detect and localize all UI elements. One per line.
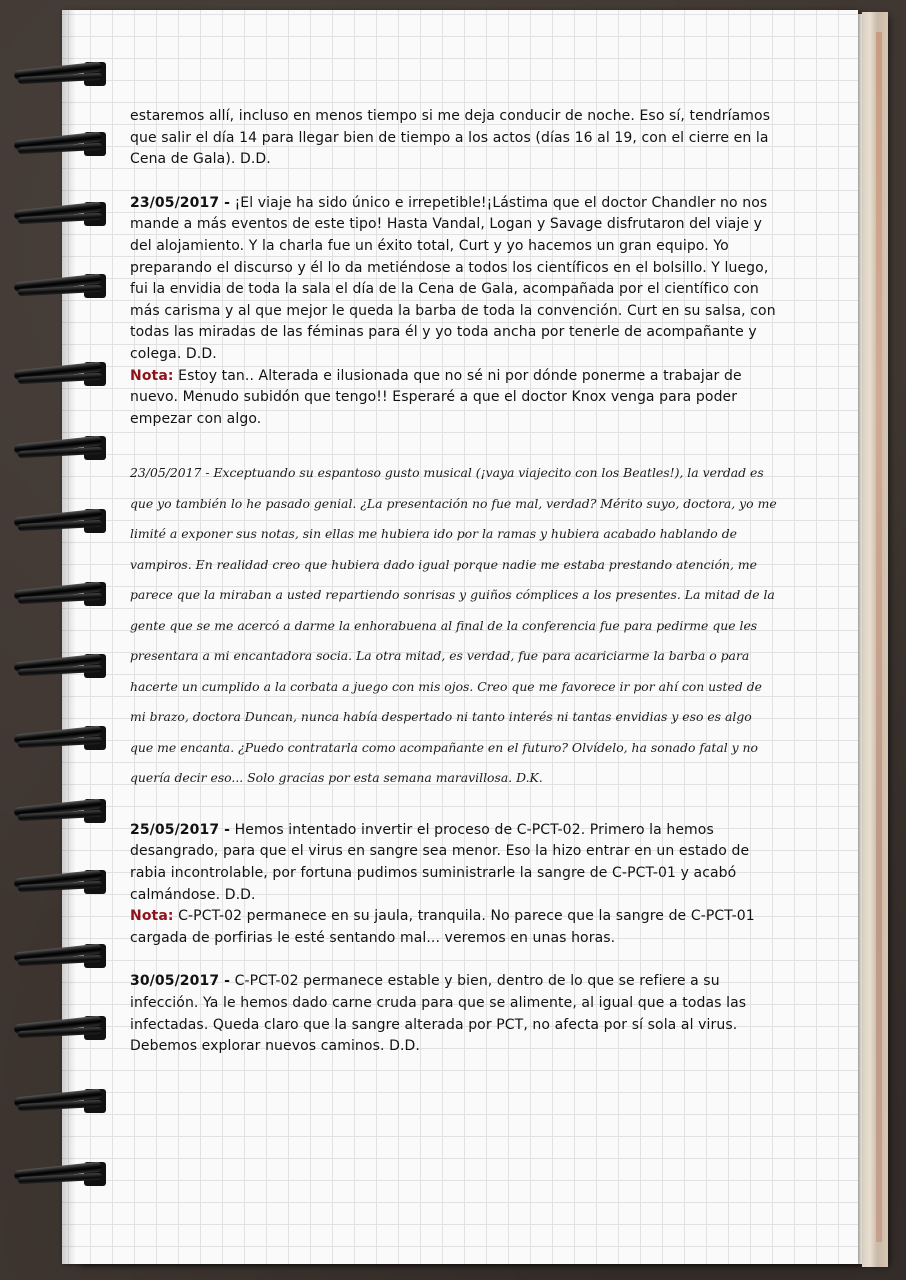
spiral-ring [14,198,104,228]
entry-2017-05-23-dk [130,458,778,794]
entry-text: Hemos intentado invertir el proceso de C-PCT-02. Primero la hemos desangrado, para que el virus en sangre sea menor. Eso la hizo entrar en un estado de rabia incontrolable, por fortuna pudimos suministrarle la sangre de C-PCT-01 y acabó calmándose. D.D. [130,821,750,903]
spiral-ring [14,722,104,752]
entry-2017-05-23-dd [130,193,778,431]
nota-text: Estoy tan.. Alterada e ilusionada que no sé ni por dónde ponerme a trabajar de nuevo. Menudo subidón que tengo!! Esperaré a que el doctor Knox venga para poder empezar con algo. [130,367,742,427]
spiral-ring [14,432,104,462]
entry-date: 30/05/2017 - [130,973,231,990]
page-edge [862,12,888,1267]
entry-text: ¡El viaje ha sido único e irrepetible!¡Lástima que el doctor Chandler no nos mande a más eventos de este tipo! Hasta Vandal, Logan y Savage disfrutaron del viaje y del alojamiento. Y la charla fue un éxito total, Curt y yo hacemos un gran equipo. Yo preparando el discurso y él lo da metiéndose a todos los científicos en el bolsillo. Y luego, fui la envidia de toda la sala el día de la Cena de Gala, acompañada por el científico con más carisma y al que mejor le queda la barba de toda la convención. Curt en su salsa, con todas las miradas de las féminas para él y yo toda ancha por tenerle de acompañante y colega. D.D. [130,194,776,362]
continuation-text: estaremos allí, incluso en menos tiempo si me deja conducir de noche. Eso sí, tendríamos que salir el día 14 para llegar bien de tiempo a los actos (días 16 al 19, con el cierre en la Cena de Gala). D.D. [130,108,771,168]
spiral-ring [14,58,104,88]
spiral-ring [14,940,104,970]
entry-paragraph [130,193,778,366]
spiral-ring [14,128,104,158]
spiral-ring [14,866,104,896]
entry-2017-05-30 [130,971,778,1057]
entry-date: 23/05/2017 - [130,194,231,211]
spiral-ring [14,1158,104,1188]
spiral-ring [14,1012,104,1042]
spiral-ring [14,578,104,608]
entry-2017-05-25 [130,820,778,950]
nota-label: Nota: [130,367,174,384]
spiral-ring [14,358,104,388]
spiral-ring [14,270,104,300]
entry-text-dk: 23/05/2017 - Exceptuando su espantoso gusto musical (¡vaya viajecito con los Beatles!), la verdad es que yo también lo he pasado genial. ¿La presentación no fue mal, verdad? Mérito suyo, doctora, yo me limité a exponer sus notas, sin ellas me hubiera ido por la ramas y hubiera acabado hablando de vampiros. En realidad creo que hubiera dado igual porque nadie me estaba prestando atención, me parece que la miraban a usted repartiendo sonrisas y guiños cómplices a los presentes. La mitad de la gente que se me acercó a darme la enhorabuena al final de la conferencia fue para pedirme que les presentara a mi encantadora socia. La otra mitad, es verdad, fue para acariciarme la barba o para hacerte un cumplido a la corbata a juego con mis ojos. Creo que me favorece ir por ahí con usted de mi brazo, doctora Duncan, nunca había despertado ni tanto interés ni tantas envidias y eso es algo que me encanta. ¿Puedo contratarla como acompañante en el futuro? Olvídelo, ha sonado fatal y no quería decir eso... Solo gracias por esta semana maravillosa. D.K. [130,465,777,786]
nota-text: C-PCT-02 permanece en su jaula, tranquila. No parece que la sangre de C-PCT-01 cargada de porfirias le esté sentando mal... veremos en unas horas. [130,908,755,946]
nota-paragraph [130,366,778,431]
nota-label: Nota: [130,908,174,925]
spiral-ring [14,1085,104,1115]
entry-paragraph [130,971,778,1057]
spiral-ring [14,795,104,825]
entry-paragraph [130,820,778,906]
journal-content [130,106,778,1058]
entry-text: C-PCT-02 permanece estable y bien, dentro de lo que se refiere a su infección. Ya le hemos dado carne cruda para que se alimente, al igual que a todas las infectadas. Queda claro que la sangre alterada por PCT, no afecta por sí sola al virus. Debemos explorar nuevos caminos. D.D. [130,973,747,1055]
nota-paragraph [130,906,778,949]
entry-date: 25/05/2017 - [130,821,231,838]
spiral-ring [14,505,104,535]
spiral-ring [14,650,104,680]
entry-continuation [130,106,778,171]
